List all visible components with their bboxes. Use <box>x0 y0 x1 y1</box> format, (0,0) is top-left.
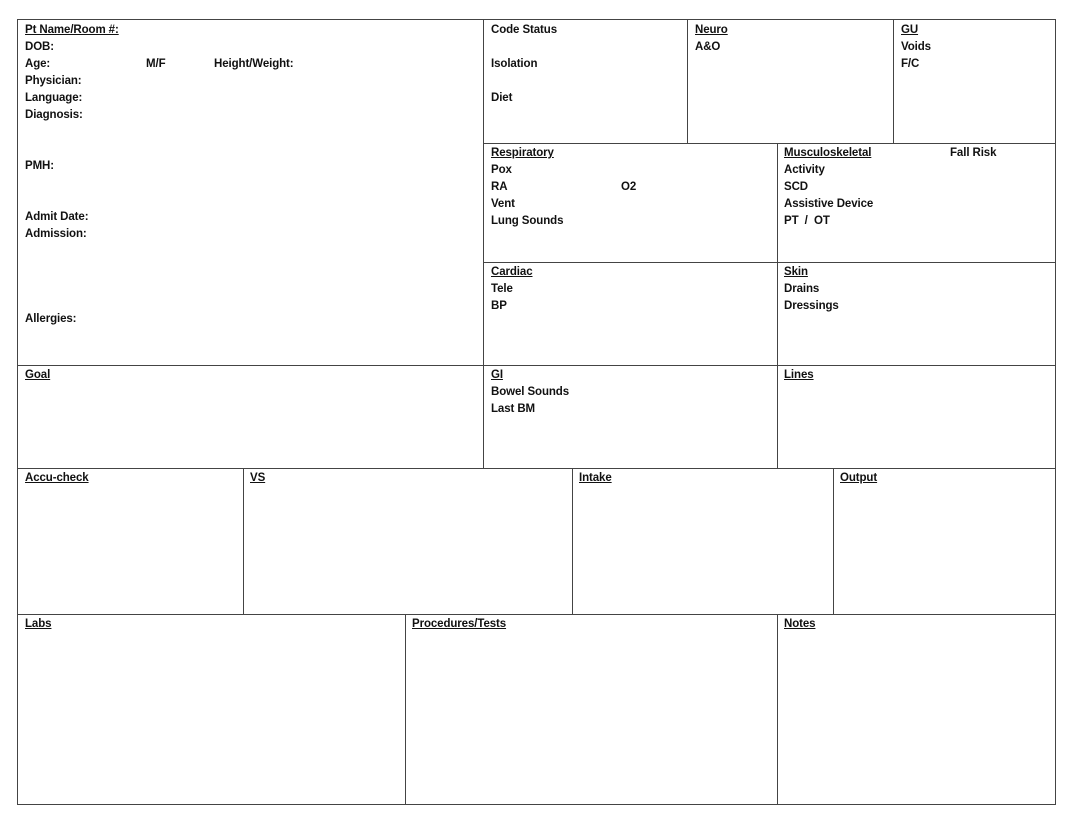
labs-section <box>17 614 406 805</box>
vs-section <box>243 468 573 615</box>
accu-check-title: Accu-check <box>25 472 89 484</box>
skin-title: Skin <box>784 266 808 278</box>
admission-label: Admission: <box>25 228 87 240</box>
diagnosis-label: Diagnosis: <box>25 109 83 121</box>
intake-title: Intake <box>579 472 612 484</box>
o2-label: O2 <box>621 181 637 193</box>
ao-label: A&O <box>695 41 721 53</box>
age-label: Age: <box>25 58 51 70</box>
physician-label: Physician: <box>25 75 82 87</box>
lines-section <box>777 365 1056 469</box>
bp-label: BP <box>491 300 507 312</box>
procedures-section <box>405 614 778 805</box>
notes-title: Notes <box>784 618 816 630</box>
lines-title: Lines <box>784 369 814 381</box>
gu-section <box>893 19 1056 144</box>
patient-info-section <box>17 19 484 366</box>
skin-section <box>777 262 1056 366</box>
dressings-label: Dressings <box>784 300 839 312</box>
pmh-label: PMH: <box>25 160 54 172</box>
labs-title: Labs <box>25 618 52 630</box>
cardiac-section <box>483 262 778 366</box>
vent-label: Vent <box>491 198 515 210</box>
assistive-device-label: Assistive Device <box>784 198 874 210</box>
respiratory-title: Respiratory <box>491 147 554 159</box>
last-bm-label: Last BM <box>491 403 536 415</box>
fc-label: F/C <box>901 58 920 70</box>
procedures-title: Procedures/Tests <box>412 618 507 630</box>
output-section <box>833 468 1056 615</box>
pox-label: Pox <box>491 164 512 176</box>
musculoskeletal-section <box>777 143 1056 263</box>
code-status-section <box>483 19 688 144</box>
sex-label: M/F <box>146 58 166 70</box>
neuro-section <box>687 19 894 144</box>
gi-title: GI <box>491 369 503 381</box>
isolation-label: Isolation <box>491 58 538 70</box>
fall-risk-label: Fall Risk <box>950 147 997 159</box>
pt-ot-label: PT / OT <box>784 215 830 227</box>
dob-label: DOB: <box>25 41 54 53</box>
cardiac-title: Cardiac <box>491 266 533 278</box>
activity-label: Activity <box>784 164 825 176</box>
intake-section <box>572 468 834 615</box>
neuro-title: Neuro <box>695 24 728 36</box>
respiratory-section <box>483 143 778 263</box>
report-sheet <box>17 19 1056 805</box>
pt-name-room-label: Pt Name/Room #: <box>25 24 119 36</box>
lung-sounds-label: Lung Sounds <box>491 215 564 227</box>
bowel-sounds-label: Bowel Sounds <box>491 386 570 398</box>
output-title: Output <box>840 472 878 484</box>
scd-label: SCD <box>784 181 808 193</box>
goal-title: Goal <box>25 369 51 381</box>
language-label: Language: <box>25 92 83 104</box>
musculoskeletal-title: Musculoskeletal <box>784 147 872 159</box>
gu-title: GU <box>901 24 919 36</box>
tele-label: Tele <box>491 283 513 295</box>
height-weight-label: Height/Weight: <box>214 58 294 70</box>
goal-section <box>17 365 484 469</box>
allergies-label: Allergies: <box>25 313 77 325</box>
notes-section <box>777 614 1056 805</box>
code-status-label: Code Status <box>491 24 557 36</box>
voids-label: Voids <box>901 41 931 53</box>
ra-label: RA <box>491 181 508 193</box>
admit-date-label: Admit Date: <box>25 211 89 223</box>
diet-label: Diet <box>491 92 513 104</box>
accu-check-section <box>17 468 244 615</box>
vs-title: VS <box>250 472 266 484</box>
gi-section <box>483 365 778 469</box>
drains-label: Drains <box>784 283 820 295</box>
